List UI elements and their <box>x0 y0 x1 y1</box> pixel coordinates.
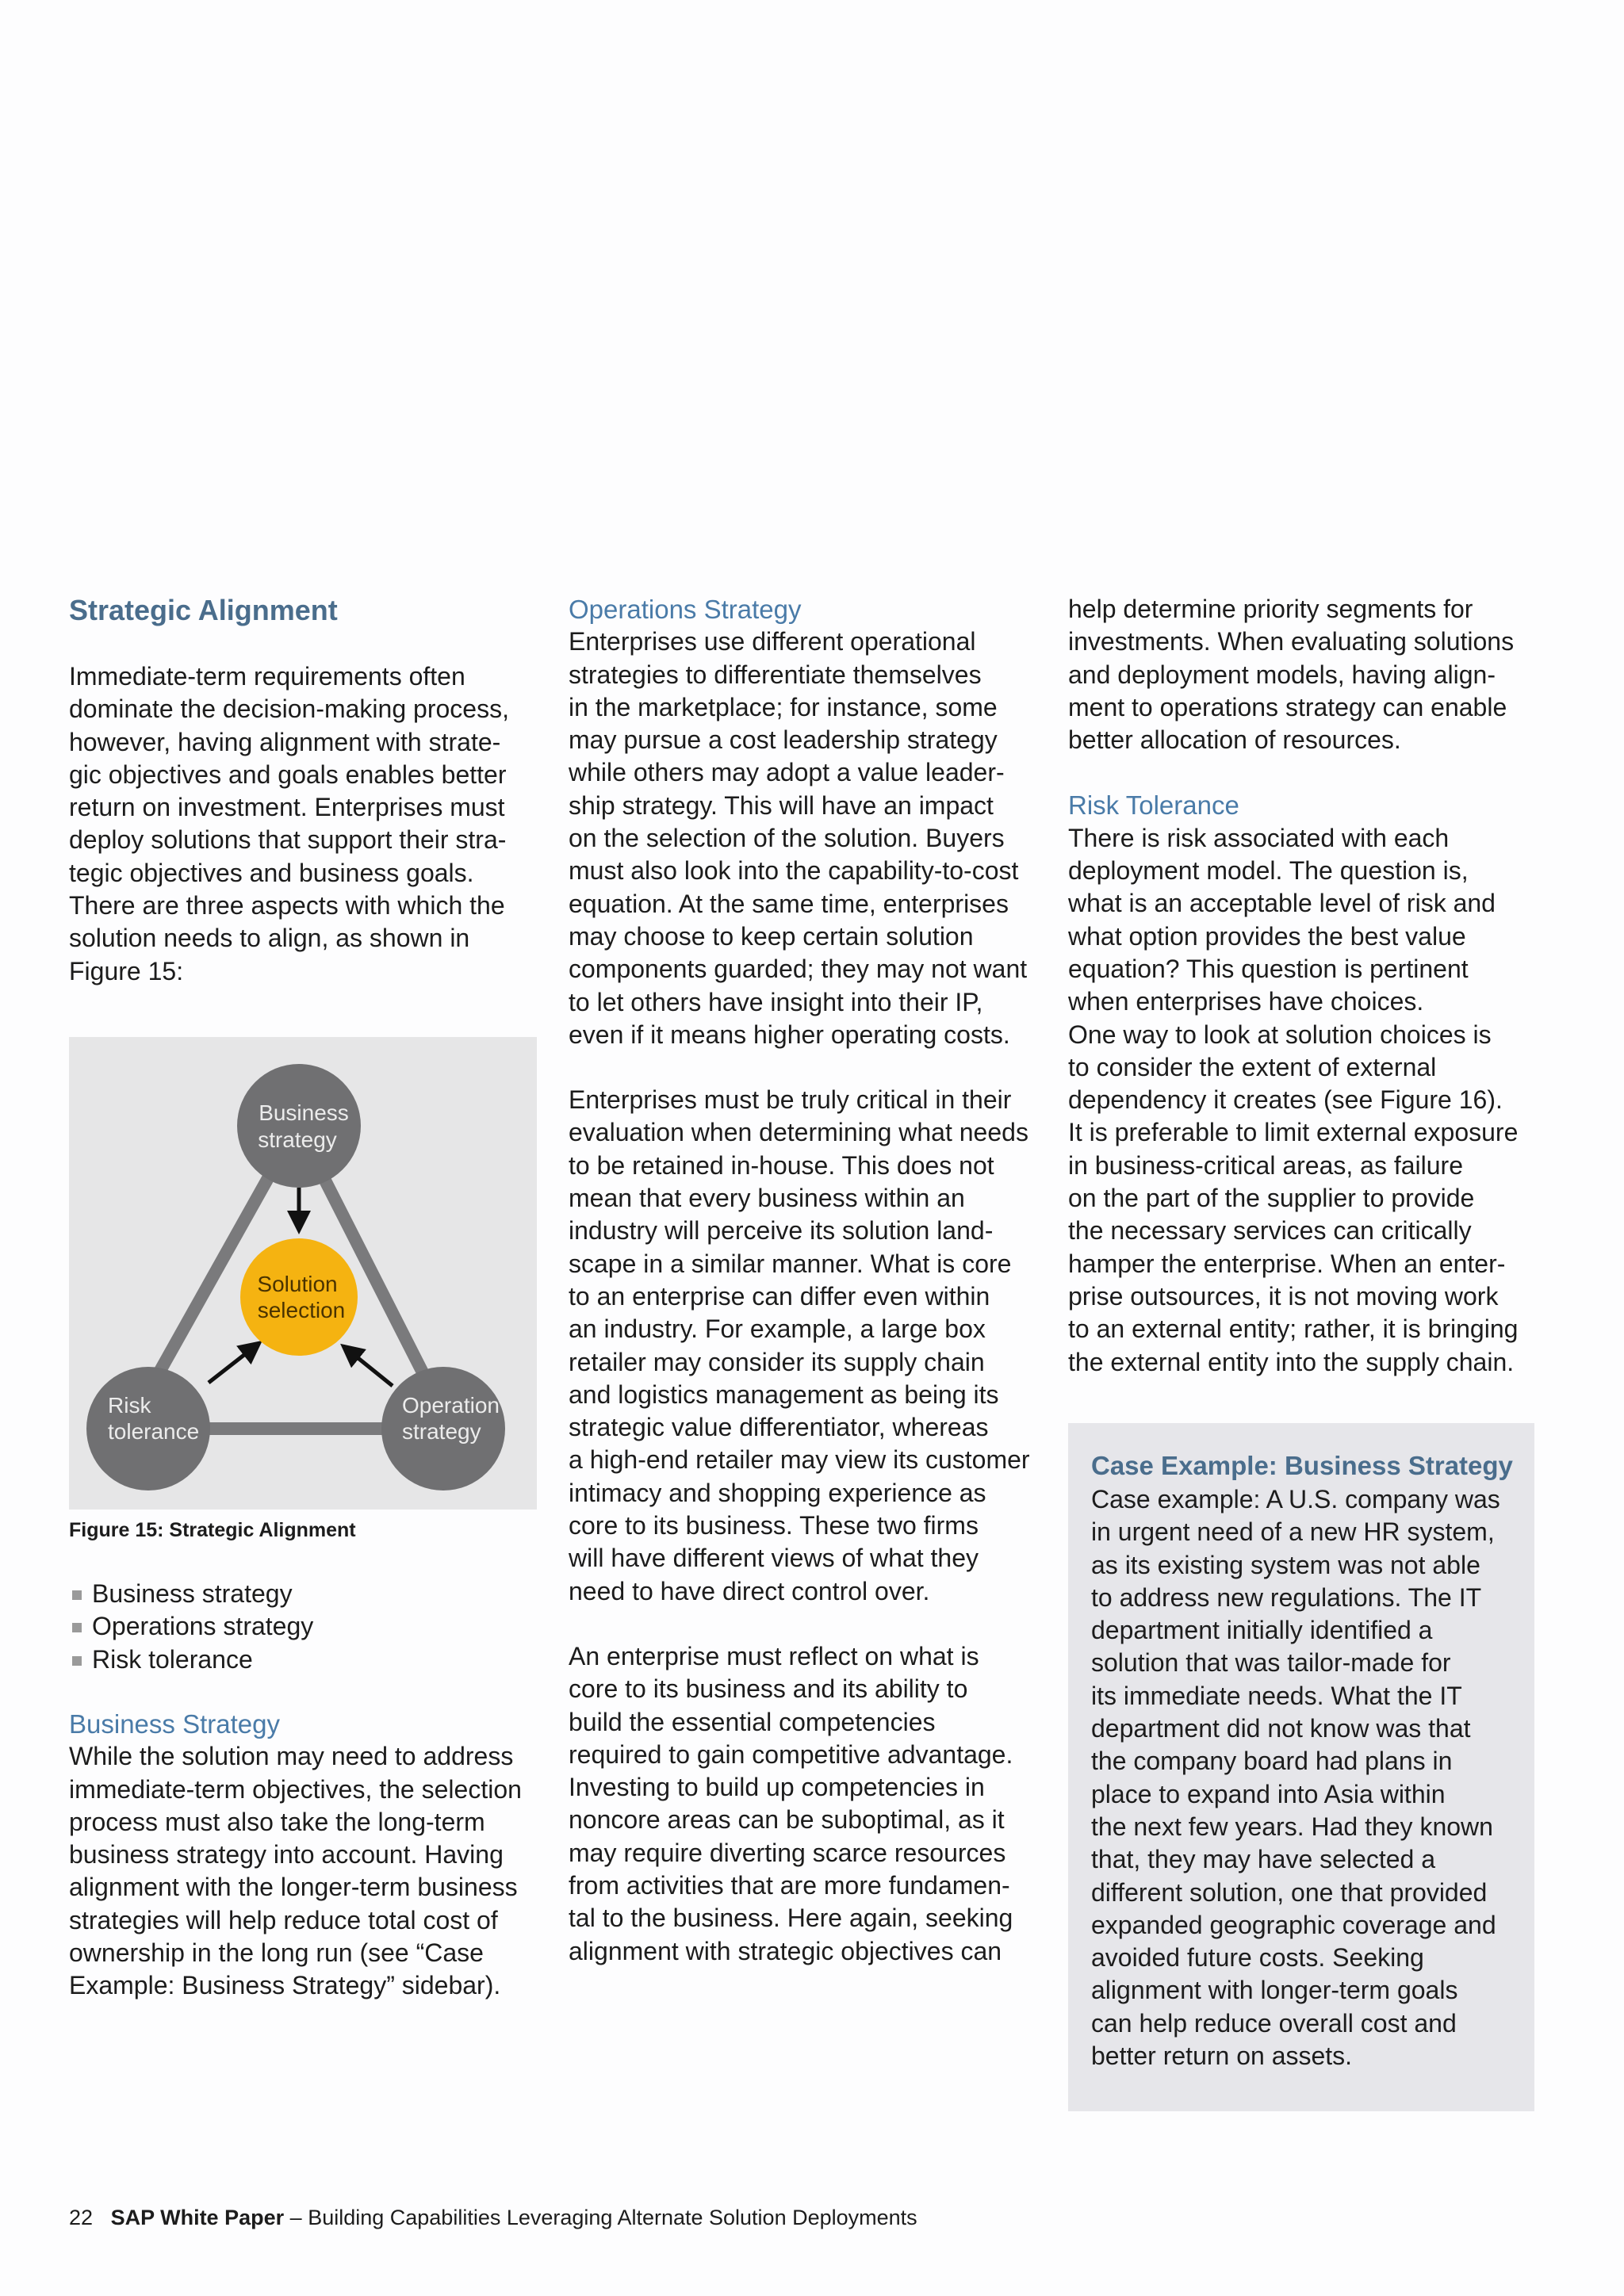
node-solution-selection <box>240 1238 358 1356</box>
text-line: hamper the enterprise. When an enter- <box>1068 1249 1506 1278</box>
text-line: immediate-term objectives, the selection <box>69 1774 522 1804</box>
arrow-operation-to-solution <box>343 1346 393 1386</box>
text-line: alignment with longer-term goals <box>1091 1976 1458 2005</box>
text-line: prise outsources, it is not moving work <box>1068 1281 1499 1311</box>
section-heading-strategic-alignment: Strategic Alignment <box>69 594 338 626</box>
text-line: It is preferable to limit external exposure <box>1068 1118 1519 1147</box>
text-line: ship strategy. This will have an impact <box>569 790 994 820</box>
label-solution-1: Solution <box>257 1272 338 1296</box>
text-line: tal to the business. Here again, seeking <box>569 1904 1013 1933</box>
text-line: strategies to differentiate themselves <box>569 660 982 689</box>
text-line: expanded geographic coverage and <box>1091 1910 1496 1939</box>
footer-title: Building Capabilities Leveraging Alternate Solution Deployments <box>308 2206 917 2229</box>
text-line: help determine priority segments for <box>1068 595 1473 623</box>
text-line: must also look into the capability-to-cost <box>569 856 1019 886</box>
node-business-strategy <box>237 1064 361 1188</box>
text-line: a high-end retailer may view its customer <box>569 1445 1030 1475</box>
column-2 <box>569 593 1044 1968</box>
page-number: 22 <box>69 2206 94 2229</box>
text-line: and deployment models, having align- <box>1068 660 1496 689</box>
text-line: scape in a similar manner. What is core <box>569 1249 1012 1278</box>
list-item: Business strategy <box>69 1578 537 1610</box>
text-line: return on investment. Enterprises must <box>69 793 505 822</box>
business-strategy-paragraph <box>69 1740 545 2002</box>
text-line: the external entity into the supply chain. <box>1068 1347 1515 1376</box>
text-line: while others may adopt a value leader- <box>569 758 1005 787</box>
text-line: better allocation of resources. <box>1068 725 1401 755</box>
text-line: that, they may have selected a <box>1091 1845 1436 1874</box>
label-solution-2: selection <box>257 1298 346 1322</box>
text-line: intimacy and shopping experience as <box>569 1478 986 1507</box>
text-line: its immediate needs. What the IT <box>1091 1681 1462 1710</box>
text-line: even if it means higher operating costs. <box>569 1020 1010 1049</box>
text-line: retailer may consider its supply chain <box>569 1347 985 1376</box>
sidebar-paragraph <box>1091 1483 1519 2072</box>
arrow-risk-to-solution <box>209 1343 259 1383</box>
text-line: deploy solutions that support their stra- <box>69 825 507 855</box>
text-line: noncore areas can be suboptimal, as it <box>569 1805 1005 1835</box>
operations-continued-paragraph <box>1068 593 1544 756</box>
text-line: business strategy into account. Having <box>69 1840 504 1869</box>
risk-tolerance-paragraph <box>1068 822 1544 1379</box>
text-line: however, having alignment with strate- <box>69 727 501 756</box>
text-line: an industry. For example, a large box <box>569 1314 986 1344</box>
text-line: what option provides the best value <box>1068 921 1466 951</box>
text-line: place to expand into Asia within <box>1091 1779 1446 1808</box>
text-line: equation? This question is pertinent <box>1068 954 1469 983</box>
label-operation-2: strategy <box>402 1419 481 1444</box>
text-line: Enterprises use different operational <box>569 627 976 656</box>
text-line: One way to look at solution choices is <box>1068 1020 1492 1049</box>
text-line: department did not know was that <box>1091 1714 1471 1743</box>
figure-strategic-alignment <box>69 1037 537 1510</box>
figure-caption: Figure 15: Strategic Alignment <box>69 1519 356 1541</box>
subheading-operations-strategy: Operations Strategy <box>569 595 802 624</box>
text-line: Investing to build up competencies in <box>569 1773 985 1802</box>
text-line: when enterprises have choices. <box>1068 987 1424 1016</box>
page-footer <box>69 2206 917 2230</box>
text-line: may require diverting scarce resources <box>569 1838 1006 1867</box>
text-line: investments. When evaluating solutions <box>1068 627 1515 656</box>
text-line: can help reduce overall cost and <box>1091 2008 1457 2038</box>
text-line: in urgent need of a new HR system, <box>1091 1517 1495 1547</box>
text-line: what is an acceptable level of risk and <box>1068 889 1496 918</box>
text-line: the company board had plans in <box>1091 1747 1453 1776</box>
text-line: to an external entity; rather, it is bringing <box>1068 1314 1519 1344</box>
text-line: on the part of the supplier to provide <box>1068 1184 1475 1213</box>
text-line: Enterprises must be truly critical in their <box>569 1085 1012 1115</box>
text-line: There is risk associated with each <box>1068 823 1450 852</box>
footer-separator: – <box>289 2206 302 2229</box>
text-line: strategic value differentiator, whereas <box>569 1413 989 1442</box>
text-line: components guarded; they may not want <box>569 955 1028 984</box>
text-line: ment to operations strategy can enable <box>1068 692 1507 721</box>
alignment-aspects-list <box>69 1578 537 1676</box>
text-line: different solution, one that provided <box>1091 1877 1488 1907</box>
text-line: alignment with strategic objectives can <box>569 1936 1002 1965</box>
text-line: on the selection of the solution. Buyers <box>569 824 1005 853</box>
text-line: gic objectives and goals enables better <box>69 760 507 789</box>
operations-paragraph-3 <box>569 1640 1044 1968</box>
text-line: need to have direct control over. <box>569 1576 930 1605</box>
text-line: avoided future costs. Seeking <box>1091 1943 1424 1973</box>
label-operation-1: Operation <box>402 1393 500 1418</box>
list-item: Operations strategy <box>69 1610 537 1643</box>
text-line: process must also take the long-term <box>69 1807 485 1836</box>
column-1 <box>69 593 537 988</box>
text-line: There are three aspects with which the <box>69 891 505 920</box>
text-line: industry will perceive its solution land- <box>569 1216 994 1246</box>
text-line: dependency it creates (see Figure 16). <box>1068 1085 1503 1115</box>
alignment-diagram <box>69 1037 537 1510</box>
text-line: evaluation when determining what needs <box>569 1118 1028 1147</box>
text-line: core to its business. These two firms <box>569 1511 979 1540</box>
case-example-sidebar <box>1068 1423 1534 2111</box>
operations-paragraph-2 <box>569 1084 1044 1608</box>
label-risk-2: tolerance <box>108 1419 200 1444</box>
operations-paragraph-1 <box>569 626 1044 1051</box>
text-line: to an enterprise can differ even within <box>569 1281 990 1311</box>
business-strategy-section <box>69 1708 545 2003</box>
label-business-2: strategy <box>258 1127 337 1152</box>
text-line: may pursue a cost leadership strategy <box>569 725 998 755</box>
sidebar-heading: Case Example: Business Strategy <box>1091 1451 1513 1480</box>
subheading-risk-tolerance: Risk Tolerance <box>1068 790 1239 821</box>
text-line: better return on assets. <box>1091 2042 1353 2071</box>
label-business-1: Business <box>259 1100 349 1125</box>
text-line: the necessary services can critically <box>1068 1216 1472 1246</box>
text-line: in business-critical areas, as failure <box>1068 1150 1463 1180</box>
text-line: department initially identified a <box>1091 1616 1433 1645</box>
list-item: Risk tolerance <box>69 1644 537 1676</box>
text-line: ownership in the long run (see “Case <box>69 1938 484 1968</box>
text-line: to be retained in-house. This does not <box>569 1150 994 1180</box>
text-line: An enterprise must reflect on what is <box>569 1641 979 1670</box>
intro-paragraph <box>69 660 537 988</box>
subheading-business-strategy: Business Strategy <box>69 1709 280 1739</box>
text-line: build the essential competencies <box>569 1707 936 1736</box>
text-line: solution that was tailor-made for <box>1091 1648 1451 1678</box>
text-line: Example: Business Strategy” sidebar). <box>69 1971 501 2000</box>
text-line: to consider the extent of external <box>1068 1052 1437 1081</box>
text-line: tegic objectives and business goals. <box>69 858 474 887</box>
text-line: to let others have insight into their IP, <box>569 987 983 1016</box>
label-risk-1: Risk <box>108 1393 151 1418</box>
text-line: in the marketplace; for instance, some <box>569 692 998 721</box>
text-line: While the solution may need to address <box>69 1742 514 1771</box>
text-line: deployment model. The question is, <box>1068 856 1469 886</box>
text-line: Figure 15: <box>69 956 184 985</box>
text-line: Case example: A U.S. company was <box>1091 1485 1500 1513</box>
text-line: to address new regulations. The IT <box>1091 1582 1482 1612</box>
text-line: will have different views of what they <box>569 1544 979 1573</box>
text-line: strategies will help reduce total cost of <box>69 1905 498 1934</box>
text-line: may choose to keep certain solution <box>569 921 974 951</box>
text-line: alignment with the longer-term business <box>69 1873 518 1902</box>
column-3 <box>1068 593 1544 1379</box>
text-line: dominate the decision-making process, <box>69 695 509 724</box>
text-line: and logistics management as being its <box>569 1380 999 1409</box>
text-line: solution needs to align, as shown in <box>69 924 470 953</box>
text-line: as its existing system was not able <box>1091 1550 1480 1579</box>
text-line: the next few years. Had they known <box>1091 1812 1493 1841</box>
text-line: from activities that are more fundamen- <box>569 1870 1010 1900</box>
text-line: Immediate-term requirements often <box>69 662 465 691</box>
text-line: required to gain competitive advantage. <box>569 1739 1013 1769</box>
text-line: mean that every business within an <box>569 1184 965 1213</box>
text-line: core to its business and its ability to <box>569 1674 968 1704</box>
footer-brand: SAP White Paper <box>110 2206 285 2229</box>
text-line: equation. At the same time, enterprises <box>569 889 1009 918</box>
